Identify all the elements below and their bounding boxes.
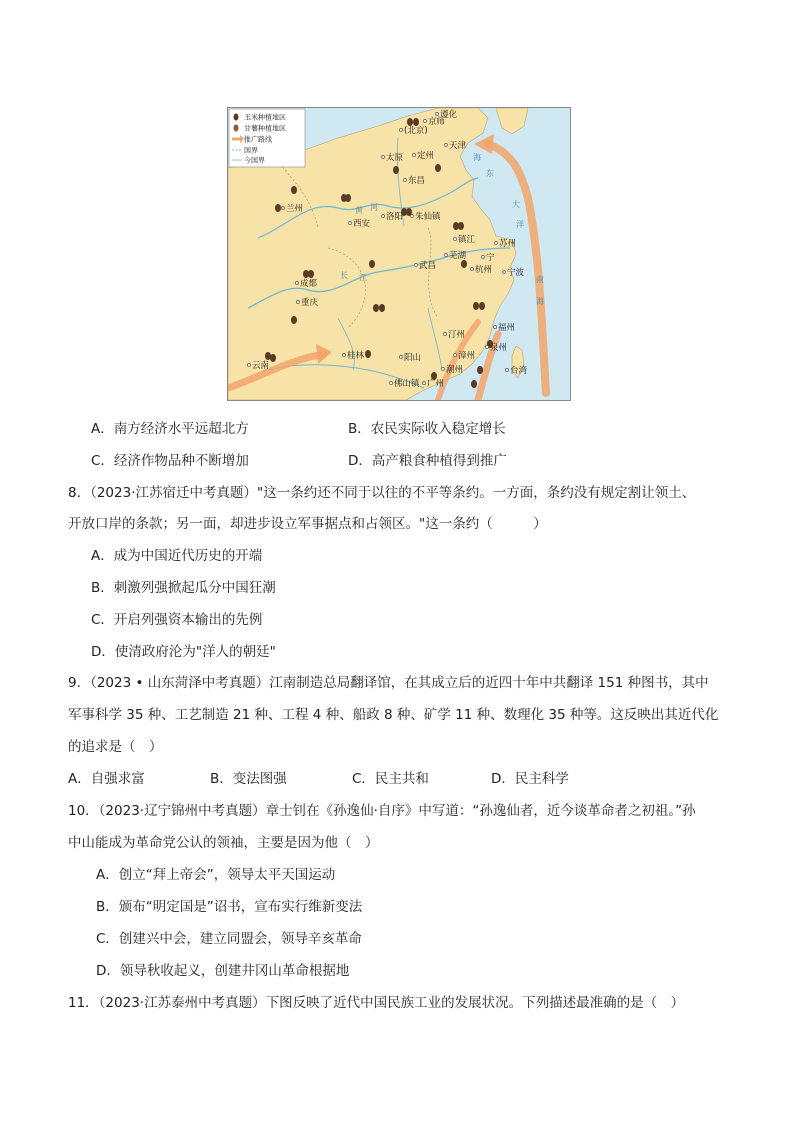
city-label: 太原 — [386, 153, 404, 163]
city-label: 佛山镇 — [394, 379, 420, 389]
city-marker — [381, 214, 384, 217]
city-label: 宁波 — [507, 268, 525, 278]
city-label: 芜湖 — [449, 251, 467, 261]
city-label: 杭州 — [475, 265, 493, 275]
sea-label: 洋 — [516, 220, 524, 229]
q9-option-b[interactable]: B．变法图强 — [210, 771, 287, 787]
q9-stem-line-1: 9．（2023 • 山东菏泽中考真题）江南制造总局翻译馆，在其成立后的近四十年中共翻译 151 种图书，其中 — [68, 675, 709, 691]
legend-item-3: 国界 — [244, 146, 258, 155]
q9-option-d[interactable]: D．民主科学 — [491, 771, 569, 787]
city-label: 漳州 — [458, 351, 476, 361]
sea-label: 大 — [512, 200, 520, 209]
city-marker — [485, 345, 488, 348]
city-marker — [296, 300, 299, 303]
q9-option-c[interactable]: C．民主共和 — [352, 771, 429, 787]
city-marker — [281, 206, 284, 209]
q10-option-b[interactable]: B．颁布“明定国是”诏书，宣布实行维新变法 — [96, 899, 363, 915]
city-marker — [414, 263, 417, 266]
city-marker — [470, 267, 473, 270]
city-marker — [247, 363, 250, 366]
city-label: 苏州 — [499, 239, 517, 249]
city-label: 洛阳 — [386, 212, 404, 222]
legend-item-2: 推广路线 — [244, 135, 272, 144]
city-marker — [342, 353, 345, 356]
river-label: 江 — [359, 273, 367, 282]
q8-option-a[interactable]: A．成为中国近代历史的开端 — [91, 548, 263, 564]
city-marker — [453, 237, 456, 240]
q8-option-b[interactable]: B．刺激列强掀起瓜分中国狂潮 — [91, 580, 276, 596]
city-label: 潮州 — [446, 365, 464, 375]
q10-option-a[interactable]: A．创立“拜上帝会”，领导太平天国运动 — [96, 867, 336, 883]
city-label: 镇江 — [458, 235, 476, 245]
city-marker — [444, 253, 447, 256]
q10-stem-line-1: 10．（2023·辽宁锦州中考真题）章士钊在《孙逸仙·自序》中写道：“孙逸仙者，近今谈革命者之初祖。”孙 — [68, 803, 696, 819]
q8-stem-line-1: 8．（2023·江苏宿迁中考真题）"这一条约还不同于以往的不平等条约。一方面，条约没有规定割让领土、 — [68, 485, 696, 501]
q7-option-d[interactable]: D．高产粮食种植得到推广 — [348, 453, 507, 469]
city-label: 兰州 — [286, 204, 304, 214]
city-marker — [295, 281, 298, 284]
city-label: 重庆 — [301, 298, 319, 308]
city-label: 阳山 — [404, 353, 422, 363]
q7-option-a[interactable]: A．南方经济水平远超北方 — [91, 421, 249, 437]
city-marker — [494, 241, 497, 244]
legend-item-0: 玉米种植地区 — [244, 113, 286, 122]
city-label: 京师 — [428, 117, 446, 127]
q9-stem-line-2: 军事科学 35 种、工艺制造 21 种、工程 4 种、船政 8 种、矿学 11 种、数理化 35 种等。这反映出其近代化 — [68, 707, 719, 723]
map-svg — [228, 108, 570, 400]
sea-label: 海 — [473, 153, 481, 162]
city-label: 朱仙镇 — [415, 212, 441, 222]
city-marker — [423, 119, 426, 122]
city-marker — [422, 381, 425, 384]
city-marker — [403, 178, 406, 181]
city-label: 西安 — [353, 219, 371, 229]
city-marker — [481, 255, 484, 258]
river-label: 黄 — [355, 206, 363, 215]
q8-option-c[interactable]: C．开启列强资本输出的先例 — [91, 612, 263, 628]
city-marker — [399, 355, 402, 358]
river-label: 河 — [370, 203, 378, 212]
map-legend — [229, 109, 305, 167]
q8-stem-line-2: 开放口岸的条款；另一面，却进步设立军事据点和占领区。"这一条约（ ） — [68, 516, 547, 532]
q9-stem-line-3: 的追求是（ ） — [68, 739, 163, 755]
city-marker — [493, 325, 496, 328]
q9-option-a[interactable]: A．自强求富 — [68, 771, 145, 787]
city-marker — [389, 381, 392, 384]
city-marker — [399, 128, 402, 131]
city-label: 成都 — [300, 279, 318, 289]
city-label: 汀州 — [448, 330, 466, 340]
q7-option-b[interactable]: B．农民实际收入稳定增长 — [348, 421, 506, 437]
city-marker — [410, 214, 413, 217]
legend-item-4: 今国界 — [244, 156, 265, 165]
city-marker — [443, 332, 446, 335]
city-marker — [441, 367, 444, 370]
city-label: 遵化 — [440, 110, 458, 120]
sea-label: 南 — [536, 275, 544, 284]
city-label: 武昌 — [419, 261, 437, 271]
city-label: 桂林 — [347, 351, 365, 361]
city-marker — [412, 153, 415, 156]
city-label: 台湾 — [510, 366, 528, 376]
city-label: 泉州 — [490, 343, 508, 353]
city-marker — [502, 270, 505, 273]
city-label: 定州 — [417, 151, 435, 161]
q11-stem-line-1: 11．（2023·江苏泰州中考真题）下图反映了近代中国民族工业的发展状况。下列描述最准确的是（ ） — [68, 995, 685, 1011]
city-label: 云南 — [252, 361, 270, 371]
q10-option-c[interactable]: C．创建兴中会，建立同盟会，领导辛亥革命 — [96, 931, 362, 947]
city-label: (北京) — [404, 126, 428, 136]
q8-option-d[interactable]: D．使清政府沦为"洋人的朝廷" — [91, 644, 276, 660]
city-marker — [444, 143, 447, 146]
q7-option-c[interactable]: C．经济作物品种不断增加 — [91, 453, 249, 469]
city-marker — [381, 155, 384, 158]
city-label: 东昌 — [408, 176, 426, 186]
q10-stem-line-2: 中山能成为革命党公认的领袖，主要是因为他（ ） — [68, 835, 379, 851]
sea-label: 海 — [536, 297, 544, 306]
city-label: 天津 — [449, 141, 467, 151]
legend-item-1: 甘薯种植地区 — [244, 124, 286, 133]
city-marker — [505, 368, 508, 371]
city-label: 广州 — [427, 379, 445, 389]
city-marker — [348, 221, 351, 224]
city-label: 福州 — [498, 323, 516, 333]
city-marker — [453, 353, 456, 356]
sea-label: 东 — [486, 169, 494, 178]
city-marker — [435, 112, 438, 115]
historical-map — [227, 107, 571, 401]
city-label: 宁 — [486, 253, 495, 263]
q10-option-d[interactable]: D．领导秋收起义，创建井冈山革命根据地 — [96, 963, 350, 979]
river-label: 长 — [340, 271, 348, 280]
